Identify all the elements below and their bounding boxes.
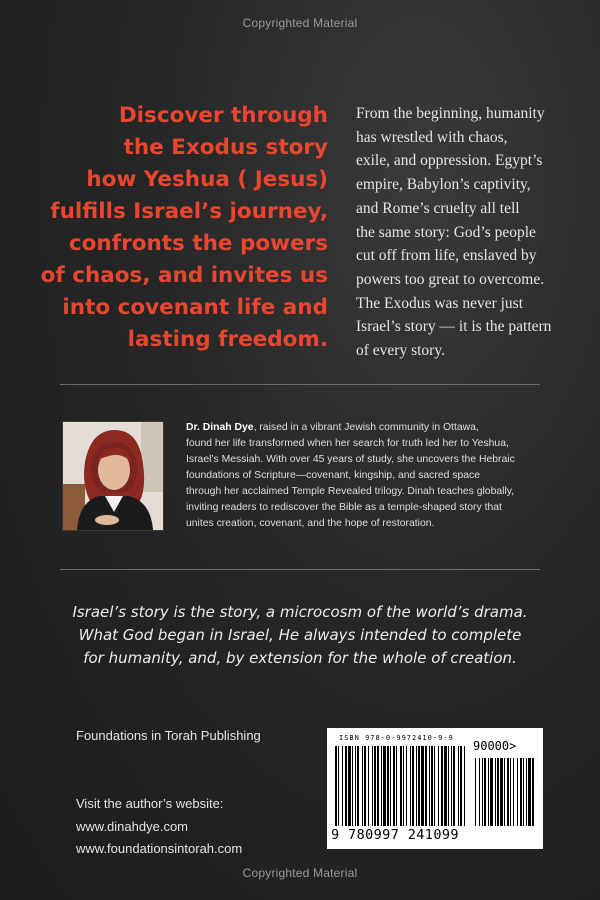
barcode-bar	[421, 746, 424, 826]
barcode-bar	[357, 746, 359, 826]
bio-line	[186, 420, 546, 436]
barcode-bar	[335, 746, 337, 826]
barcode-bar	[497, 758, 499, 826]
barcode-bar	[504, 758, 505, 826]
author-photo	[62, 421, 164, 531]
copyright-watermark-bottom: Copyrighted Material	[242, 866, 358, 880]
barcode-bar	[403, 746, 404, 826]
barcode-bar	[528, 758, 531, 826]
quote-line: Israel’s story is the story, a microcosm of the world’s drama.	[72, 603, 528, 621]
divider-top	[60, 384, 540, 385]
copyright-watermark-top: Copyrighted Material	[242, 16, 358, 30]
bio-line: through her acclaimed Temple Revealed trilogy. Dinah teaches globally,	[186, 486, 515, 497]
barcode-bar	[523, 758, 524, 826]
barcode-bar	[390, 746, 391, 826]
barcode-bar	[526, 758, 527, 826]
barcode-bar	[393, 746, 395, 826]
isbn-label: ISBN 978-0-9972410-9-9	[339, 734, 454, 742]
divider-bottom	[60, 569, 540, 570]
barcode-bar	[507, 758, 509, 826]
barcode-bar	[418, 746, 420, 826]
intro-line: empire, Babylon’s captivity,	[356, 176, 531, 194]
website-link-dinahdye[interactable]: www.dinahdye.com	[76, 818, 188, 834]
website-block	[76, 793, 242, 861]
barcode-bar	[500, 758, 503, 826]
intro-line: exile, and oppression. Egypt’s	[356, 152, 543, 170]
publisher-name: Foundations in Torah Publishing	[76, 728, 261, 743]
intro-line: cut off from life, enslaved by	[356, 247, 537, 265]
barcode-bar	[345, 746, 347, 826]
barcode-bar	[532, 758, 534, 826]
barcode-bar	[387, 746, 389, 826]
headline-line: lasting freedom.	[127, 327, 328, 352]
bio-line: unites creation, covenant, and the hope of restoration.	[186, 518, 435, 529]
website-link-foundationsintorah[interactable]: www.foundationsintorah.com	[76, 841, 243, 856]
barcode-bar	[520, 758, 522, 826]
barcode-bar	[348, 746, 351, 826]
isbn-barcode	[327, 728, 543, 849]
barcode-bar	[441, 746, 443, 826]
barcode-bar	[458, 746, 459, 826]
barcode-bar	[431, 746, 433, 826]
headline-tagline	[30, 100, 328, 356]
barcode-bar	[364, 746, 366, 826]
barcode-bar	[453, 746, 455, 826]
headline-line: fulfills Israel’s journey,	[50, 199, 328, 224]
intro-line: and Rome’s cruelty all tell	[356, 199, 520, 217]
headline-line: Discover through	[118, 103, 328, 128]
barcode-bars	[335, 746, 535, 828]
barcode-bar	[464, 746, 465, 826]
barcode-bar	[444, 746, 447, 826]
headline-line: into covenant life and	[62, 295, 328, 320]
intro-line: the same story: God’s people	[356, 223, 536, 241]
price-code: 90000>	[473, 739, 517, 753]
quote-line: for humanity, and, by extension for the whole of creation.	[83, 649, 517, 667]
barcode-bar	[482, 758, 483, 826]
author-bio	[186, 420, 546, 532]
barcode-bar	[368, 746, 369, 826]
headline-line: the Exodus story	[123, 135, 328, 160]
barcode-bar	[416, 746, 417, 826]
barcode-bar	[374, 746, 376, 826]
barcode-bar	[434, 746, 435, 826]
quote-line: What God began in Israel, He always intended to complete	[78, 626, 522, 644]
barcode-bar	[429, 746, 430, 826]
barcode-bar	[510, 758, 511, 826]
barcode-bar	[488, 758, 489, 826]
intro-paragraph	[356, 102, 581, 363]
barcode-bar	[513, 758, 514, 826]
barcode-bar	[484, 758, 486, 826]
barcode-bar	[490, 758, 493, 826]
barcode-bar	[425, 746, 427, 826]
barcode-bar	[381, 746, 382, 826]
barcode-bar	[517, 758, 518, 826]
barcode-bar	[495, 758, 496, 826]
barcode-bar	[451, 746, 452, 826]
barcode-bar	[362, 746, 363, 826]
bio-line: foundations of Scripture—covenant, kingship, and sacred space	[186, 470, 481, 481]
barcode-bar	[475, 758, 476, 826]
bio-first-line-rest: , raised in a vibrant Jewish community in Ottawa,	[253, 422, 479, 433]
intro-line: Israel’s story — it is the pattern	[356, 318, 552, 336]
barcode-bar	[372, 746, 373, 826]
pull-quote	[0, 601, 600, 670]
barcode-bar	[412, 746, 414, 826]
barcode-bar	[460, 746, 462, 826]
barcode-bar	[342, 746, 343, 826]
barcode-bar	[396, 746, 397, 826]
intro-line: The Exodus was never just	[356, 294, 524, 312]
intro-line: From the beginning, humanity	[356, 105, 545, 122]
intro-line: powers too great to overcome.	[356, 270, 545, 288]
headline-line: confronts the powers	[68, 231, 328, 256]
website-label: Visit the author’s website:	[76, 796, 224, 811]
barcode-bar	[338, 746, 339, 826]
barcode-bar	[448, 746, 449, 826]
barcode-bar	[377, 746, 379, 826]
author-portrait-image	[63, 422, 163, 530]
barcode-bar	[383, 746, 386, 826]
barcode-bar	[406, 746, 407, 826]
barcode-bar	[479, 758, 480, 826]
barcode-bar	[355, 746, 356, 826]
headline-line: of chaos, and invites us	[40, 263, 328, 288]
barcode-bar	[352, 746, 353, 826]
barcode-bar	[438, 746, 439, 826]
barcode-bar	[400, 746, 402, 826]
barcode-digits: 9 780997 241099	[331, 827, 459, 843]
bio-line: inviting readers to rediscover the Bible as a temple-shaped story that	[186, 502, 502, 513]
barcode-bar	[410, 746, 411, 826]
bio-line: found her life transformed when her search for truth led her to Yeshua,	[186, 438, 509, 449]
author-name: Dr. Dinah Dye	[186, 422, 254, 433]
intro-line: of every story.	[356, 342, 445, 360]
bio-line: Israel’s Messiah. With over 45 years of study, she uncovers the Hebraic	[186, 454, 515, 465]
intro-line: has wrestled with chaos,	[356, 128, 508, 146]
headline-line: how Yeshua ( Jesus)	[86, 167, 328, 192]
